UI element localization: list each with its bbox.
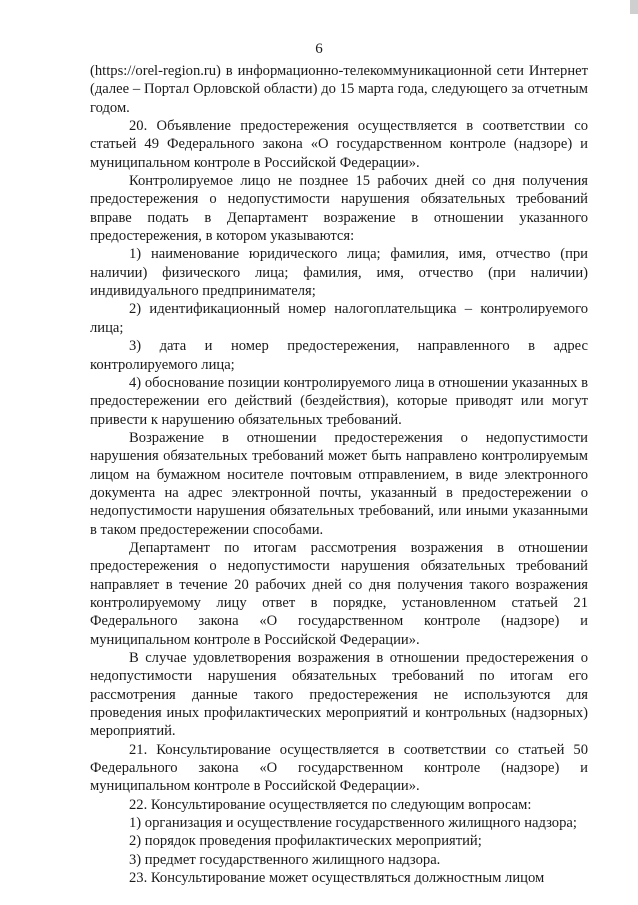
paragraph-objection-satisfied: В случае удовлетворения возражения в отношении предостережения о недопустимости нарушения обязательных требований по итогам его рассмотрения данные такого предостережения не используются для проведения иных профилактических мероприятий и контрольных (надзорных) мероприятий. — [90, 650, 588, 740]
topic-item-1: 1) организация и осуществление государственного жилищного надзора; — [129, 815, 577, 832]
list-item-3-date-number: 3) дата и номер предостережения, направленного в адрес контролируемого лица; — [90, 338, 588, 373]
paragraph-20-warning: 20. Объявление предостережения осуществляется в соответствии со статьей 49 Федерального закона «О государственном контроле (надзоре) и муниципальном контроле в Российской Федерации». — [90, 118, 588, 171]
topic-item-2: 2) порядок проведения профилактических мероприятий; — [129, 833, 482, 850]
paragraph-objection-right: Контролируемое лицо не позднее 15 рабочих дней со дня получения предостережения о недопустимости нарушения обязательных требований вправе подать в Департамент возражение в отношении указанного предостережения, в котором указываются: — [90, 173, 588, 245]
paragraph-portal-continuation: (https://orel-region.ru) в информационно-телекоммуникационной сети Интернет (далее – Портал Орловской области) до 15 марта года, следующего за отчетным годом. — [90, 63, 588, 116]
list-item-2-inn: 2) идентификационный номер налогоплательщика – контролируемого лица; — [90, 301, 588, 336]
list-item-1-name: 1) наименование юридического лица; фамилия, имя, отчество (при наличии) физического лица; фамилия, имя, отчество (при наличии) индивидуального предпринимателя; — [90, 246, 588, 300]
scan-corner-mark — [630, 0, 638, 14]
paragraph-department-response: Департамент по итогам рассмотрения возражения в отношении предостережения о недопустимости нарушения обязательных требований направляет в течение 20 рабочих дней со дня получения такого возражения контролируемому лицу ответ в порядке, установленном статьей 21 Федерального закона «О государственном контроле (надзоре) и муниципальном контроле в Российской Федерации». — [90, 539, 588, 648]
paragraph-23-consulting-official: 23. Консультирование может осуществляться должностным лицом — [129, 870, 545, 887]
topic-item-3: 3) предмет государственного жилищного надзора. — [129, 851, 441, 868]
list-item-4-justification: 4) обоснование позиции контролируемого лица в отношении указанных в предостережении его действий (бездействия), которые приводят или могут привести к нарушению обязательных требований. — [90, 374, 588, 428]
page-number: 6 — [315, 41, 323, 57]
paragraph-21-consulting: 21. Консультирование осуществляется в соответствии со статьей 50 Федерального закона «О государственном контроле (надзоре) и муниципальном контроле в Российской Федерации». — [90, 741, 588, 795]
document-body — [90, 62, 588, 887]
paragraph-objection-delivery: Возражение в отношении предостережения о недопустимости нарушения обязательных требований может быть направлено контролируемым лицом на бумажном носителе почтовым отправлением, в виде электронного документа на адрес электронной почты, указанный в предостережении о недопустимости нарушения обязательных требований, или иными указанными в таком предостережении способами. — [90, 429, 588, 538]
paragraph-22-consulting-topics: 22. Консультирование осуществляется по следующим вопросам: — [129, 796, 532, 813]
